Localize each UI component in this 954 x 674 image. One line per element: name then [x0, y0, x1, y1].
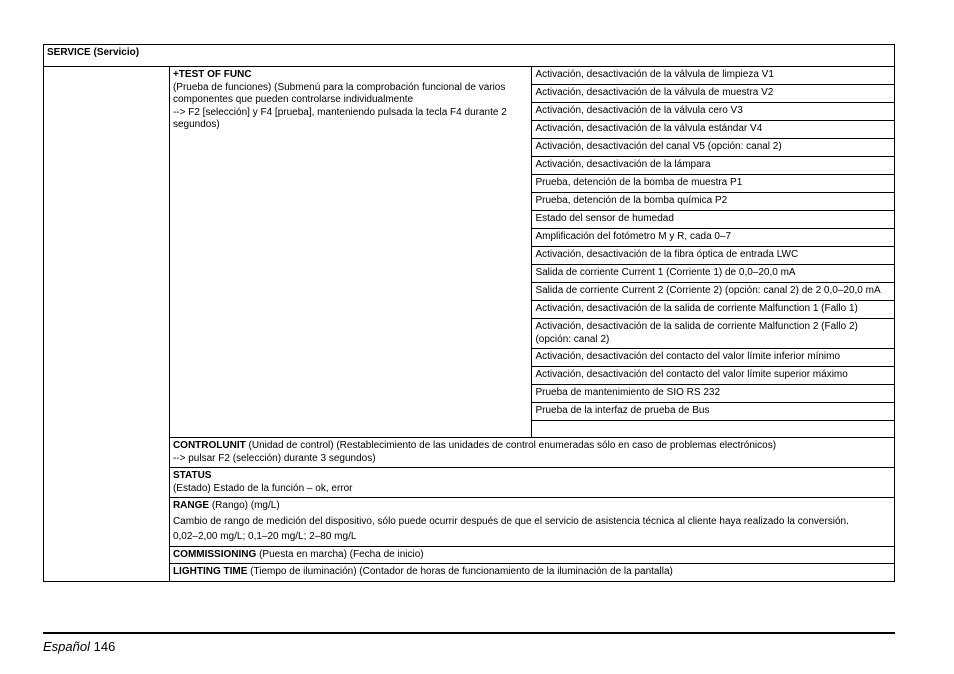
- test-func-title: +TEST OF FUNC: [172, 69, 252, 80]
- controlunit-row: [44, 438, 895, 468]
- service-left-blank-cell: [44, 67, 170, 582]
- service-header-row: [44, 45, 895, 67]
- test-func-item: Amplificación del fotómetro M y R, cada 0–7: [532, 229, 895, 247]
- test-func-item: Prueba de la interfaz de prueba de Bus: [532, 403, 895, 421]
- test-func-item: Activación, desactivación de la válvula estándar V4: [532, 121, 895, 139]
- test-func-item: Estado del sensor de humedad: [532, 211, 895, 229]
- footer-rule: [43, 632, 895, 634]
- range-cell: [169, 498, 894, 547]
- test-func-item: Prueba, detención de la bomba química P2: [532, 193, 895, 211]
- controlunit-text: (Unidad de control) (Restablecimiento de las unidades de control enumeradas sólo en caso de problemas electrónicos): [245, 440, 777, 451]
- test-func-item: Activación, desactivación del contacto del valor límite inferior mínimo: [532, 349, 895, 367]
- status-cell: [169, 468, 894, 498]
- controlunit-cell: [169, 438, 894, 468]
- lighting-time-title: LIGHTING TIME: [172, 566, 248, 577]
- range-row: [44, 498, 895, 547]
- status-row: [44, 468, 895, 498]
- test-func-item: Activación, desactivación del canal V5 (opción: canal 2): [532, 139, 895, 157]
- lighting-time-cell: [169, 564, 894, 582]
- controlunit-line-2: --> pulsar F2 (selección) durante 3 segundos): [172, 452, 376, 464]
- test-func-line-2: --> F2 [selección] y F4 [prueba], manteniendo pulsada la tecla F4 durante 2 segundos): [172, 106, 507, 130]
- service-table: [43, 44, 895, 582]
- footer-language: Español: [43, 639, 90, 654]
- controlunit-title: CONTROLUNIT: [172, 440, 246, 451]
- range-title: RANGE: [172, 500, 210, 511]
- commissioning-title: COMMISSIONING: [172, 548, 257, 560]
- test-func-item: Activación, desactivación de la salida de corriente Malfunction 2 (Fallo 2) (opción: canal 2): [532, 319, 895, 349]
- lighting-time-row: [44, 564, 895, 582]
- test-func-line-1: (Prueba de funciones) (Submenú para la comprobación funcional de varios componentes que pueden controlarse individualmente: [172, 81, 506, 105]
- test-func-description: [169, 67, 532, 438]
- test-func-item: Activación, desactivación de la lámpara: [532, 157, 895, 175]
- test-func-item: Salida de corriente Current 1 (Corriente 1) de 0,0–20,0 mA: [532, 265, 895, 283]
- test-func-item-empty: [532, 421, 895, 438]
- range-values: 0,02–2,00 mg/L; 0,1–20 mg/L; 2–80 mg/L: [172, 531, 357, 542]
- page-footer: [43, 639, 115, 654]
- status-text: (Estado) Estado de la función – ok, error: [172, 482, 353, 494]
- test-func-item: Activación, desactivación de la salida de corriente Malfunction 1 (Fallo 1): [532, 301, 895, 319]
- service-header: SERVICE (Servicio): [44, 45, 895, 67]
- commissioning-text: (Puesta en marcha) (Fecha de inicio): [256, 548, 424, 560]
- test-func-row-0: [44, 67, 895, 85]
- range-text: (Rango) (mg/L): [209, 500, 280, 511]
- lighting-time-text: (Tiempo de iluminación) (Contador de horas de funcionamiento de la iluminación de la pantalla): [247, 566, 673, 577]
- range-description: Cambio de rango de medición del dispositivo, sólo puede ocurrir después de que el servicio de asistencia técnica al cliente haya realizado la conversión.: [172, 515, 849, 527]
- test-func-item: Activación, desactivación de la válvula de muestra V2: [532, 85, 895, 103]
- commissioning-cell: [169, 546, 894, 564]
- test-func-item: Salida de corriente Current 2 (Corriente 2) (opción: canal 2) de 2 0,0–20,0 mA: [532, 283, 895, 301]
- test-func-item: Activación, desactivación de la válvula de limpieza V1: [532, 67, 895, 85]
- status-title: STATUS: [172, 470, 212, 481]
- test-func-item: Prueba de mantenimiento de SIO RS 232: [532, 385, 895, 403]
- test-func-item: Prueba, detención de la bomba de muestra P1: [532, 175, 895, 193]
- test-func-item: Activación, desactivación de la válvula cero V3: [532, 103, 895, 121]
- test-func-item: Activación, desactivación de la fibra óptica de entrada LWC: [532, 247, 895, 265]
- footer-page-number: 146: [93, 639, 116, 654]
- test-func-item: Activación, desactivación del contacto del valor límite superior máximo: [532, 367, 895, 385]
- commissioning-row: [44, 546, 895, 564]
